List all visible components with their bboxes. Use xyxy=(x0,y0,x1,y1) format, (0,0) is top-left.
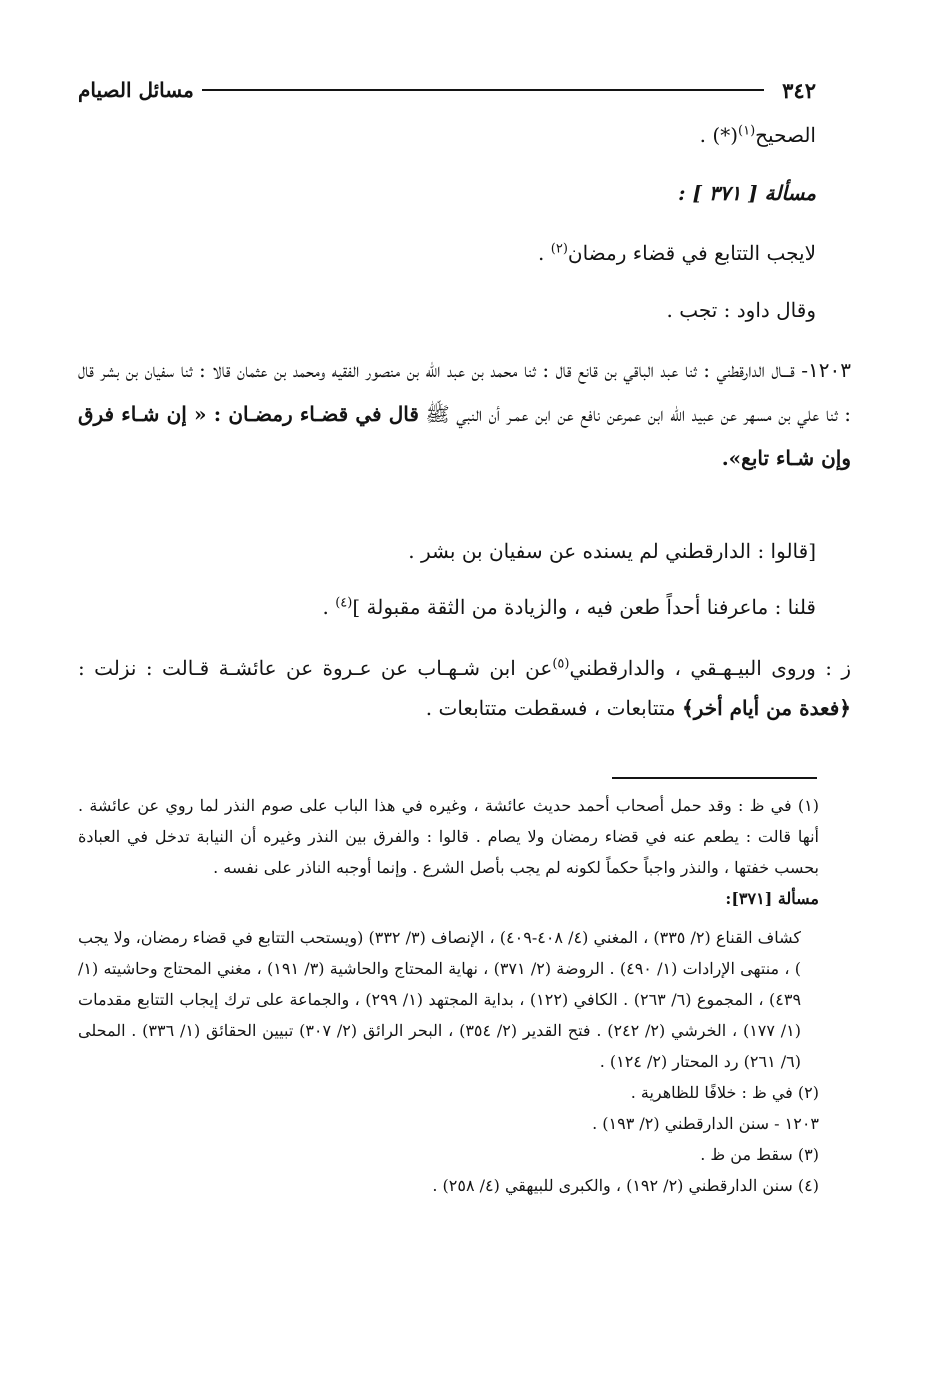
references-list: كشاف القناع (٢/ ٣٣٥) ، المغني (٤/ ٤٠٨-٤٠٩) ، الإنصاف (٣/ ٣٣٢) (ويستحب التتابع في قضاء رمضان، ولا يجب ) ، منتهى الإرادات (١/ ٤٩٠) . الروضة (٢/ ٣٧١) ، نهاية المحتاج والحاشية (٣/ ١٩١) ، مغني المحتاج وحاشيته (١/ ٤٣٩) ، المجموع (٦/ ٢٦٣) . الكافي (١٢٢) ، بداية المجتهد (١/ ٢٩٩) ، والجماعة على ترك إيجاب التتابع مقدمات (١/ ١٧٧) ، الخرشي (٢/ ٢٤٢) . فتح القدير (٢/ ٣٥٤) ، البحر الرائق (٢/ ٣٠٧) تبيين الحقائق (١/ ٣٣٦) . المحلى (٦/ ٢٦١) رد المحتار (٢/ ١٢٤) . xyxy=(78,928,802,1071)
page-header xyxy=(78,70,816,110)
rawa-paragraph xyxy=(78,648,851,728)
footnote-2: (٢) في ظ : خلافًا للظاهرية . xyxy=(630,1083,819,1102)
rawa-text-b: عن ابن شـهـاب عن عـروة عن عائشـة قـالت : نزلت : xyxy=(78,656,553,680)
qulna-end: . xyxy=(322,595,336,619)
footnote-ref-1: (١) xyxy=(738,123,756,139)
footnote-4: (٤) سنن الدارقطني (٢/ ١٩٢) ، والكبرى للبيهقي (٤/ ٢٥٨) . xyxy=(432,1176,819,1195)
quran-quote: ﴿فعدة من أيام أخر﴾ xyxy=(681,696,851,720)
hadith-paragraph xyxy=(78,348,851,480)
rawa-text-a: ز : وروى البيـهـقي ، والدارقطني xyxy=(569,656,852,680)
masala-heading: مسألة [ ٣٧١ ] : xyxy=(678,181,816,205)
hadith-text: ١٢٠٣- قـــال الدارقطني : ثنا عبد الباقي بن قانع قال : ثنا محمد بن عبد الله بن منصور الفقيه ومحمد بن عثمان قالا : ثنا سفيان بن بشر قال : ثنا علي بن مسهر عن عبيد الله ابن عمرعن نافع عن ابن عمـر أن النبي ﷺ xyxy=(78,358,851,426)
page-number: ٣٤٢ xyxy=(782,77,816,103)
footnote-3: (٣) سقط من ظ . xyxy=(700,1145,819,1164)
dawud-line: وقال داود : تجب . xyxy=(666,298,816,322)
sahih-text: الصحيح xyxy=(755,123,816,147)
qulna-text: قلنا : ماعرفنا أحداً طعن فيه ، والزيادة من الثقة مقبولة ] xyxy=(352,595,816,619)
ruling-line xyxy=(78,236,816,270)
running-title: مسائل الصيام xyxy=(78,78,194,102)
footnote-ref-4: (٤) xyxy=(335,595,353,611)
line-sahih xyxy=(78,118,816,152)
qulna-line xyxy=(78,590,816,624)
qalu-line: [قالوا : الدارقطني لم يسنده عن سفيان بن بشر . xyxy=(408,539,816,563)
rawa-end: متتابعات ، فسقطت متتابعات . xyxy=(425,696,682,720)
hadith-quote: قال في قضـاء رمضـان : « إن شـاء فرق وإن شـاء تابع». xyxy=(78,402,851,470)
footnote-separator xyxy=(612,777,817,779)
footnote-1-masala: مسألة [٣٧١]: xyxy=(725,889,819,908)
footnotes-block xyxy=(78,790,819,1201)
footnote-1: (١) في ظ : وقد حمل أصحاب أحمد حديث عائشة ، وغيره في هذا الباب على صوم النذر لما روي عن عائشة . أنها قالت : يطعم عنه في قضاء رمضان ولا يصام . قالوا : والفرق بين النذر وغيره أن النيابة تدخل في العبادة بحسب خفتها ، والنذر واجباً حكماً لكونه لم يجب بأصل الشرع . وإنما أوجبه الناذر على نفسه . xyxy=(78,796,819,877)
header-rule xyxy=(202,89,764,91)
ruling-text: لايجب التتابع في قضاء رمضان xyxy=(567,241,816,265)
asterisk-mark: (*) . xyxy=(699,123,738,147)
ruling-end: . xyxy=(538,241,551,265)
footnote-1203: ١٢٠٣ - سنن الدارقطني (٢/ ١٩٣) . xyxy=(592,1114,819,1133)
footnote-ref-2: (٢) xyxy=(550,241,568,257)
footnote-ref-5: (٥) xyxy=(552,656,570,672)
